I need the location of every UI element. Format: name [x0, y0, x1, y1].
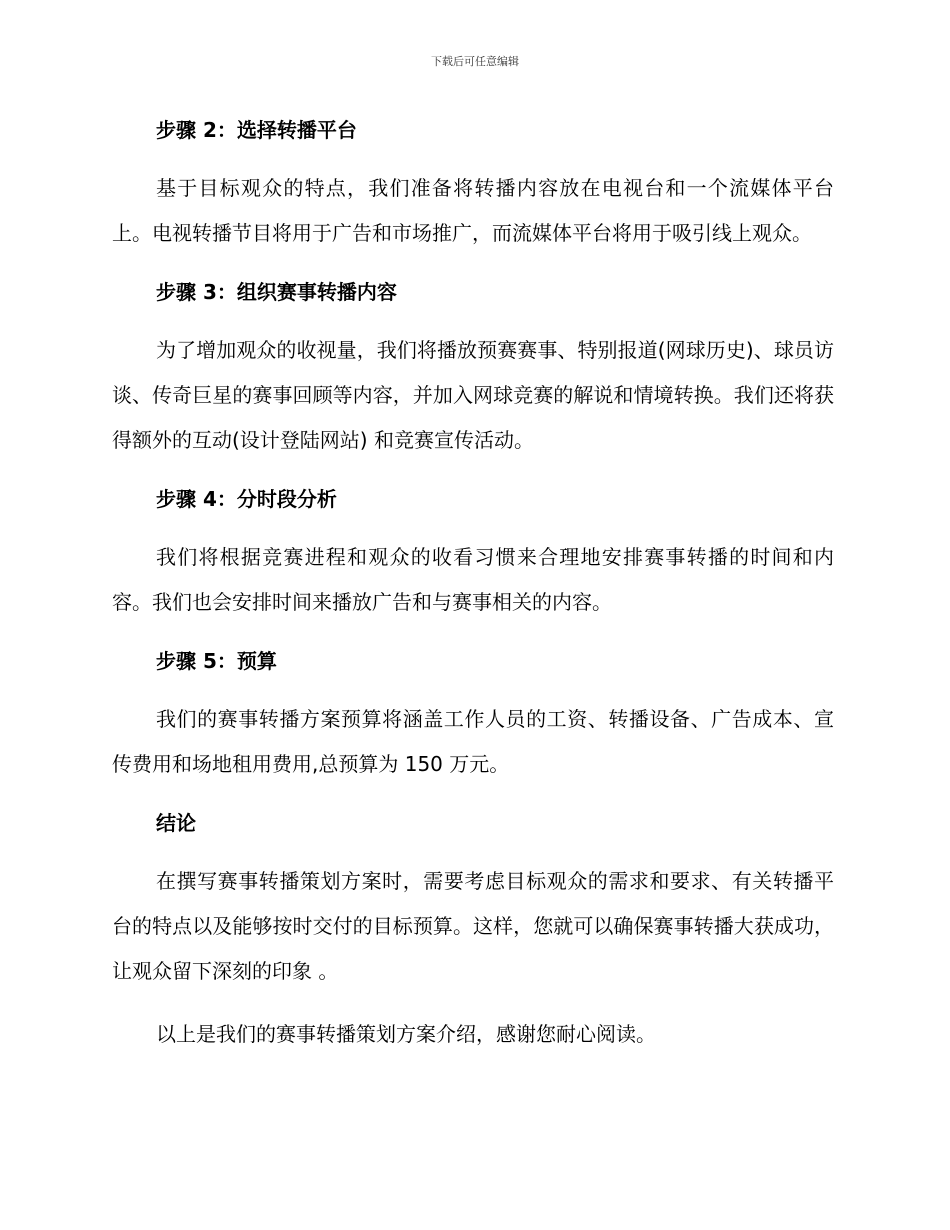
section-heading-step-3: 步骤 3：组织赛事转播内容 — [156, 280, 397, 304]
section-paragraph-step-3: 为了增加观众的收视量，我们将播放预赛赛事、特别报道(网球历史)、球员访谈、传奇巨星的赛事回顾等内容，并加入网球竞赛的解说和情境转换。我们还将获得额外的互动(设计登陆网站) 和竞赛宣传活动。 — [112, 338, 834, 452]
section-paragraph-step-5: 我们的赛事转播方案预算将涵盖工作人员的工资、转播设备、广告成本、宣传费用和场地租用费用,总预算为 150 万元。 — [112, 707, 834, 776]
page-header: 下载后可任意编辑 — [431, 55, 519, 68]
section-heading-step-5: 步骤 5：预算 — [156, 649, 277, 673]
section-paragraph-step-4: 我们将根据竞赛进程和观众的收看习惯来合理地安排赛事转播的时间和内容。我们也会安排时间来播放广告和与赛事相关的内容。 — [112, 545, 834, 614]
section-heading-conclusion: 结论 — [156, 811, 196, 835]
section-heading-step-4: 步骤 4：分时段分析 — [156, 487, 337, 511]
section-heading-step-2: 步骤 2：选择转播平台 — [156, 118, 357, 142]
section-paragraph-step-2: 基于目标观众的特点，我们准备将转播内容放在电视台和一个流媒体平台上。电视转播节目将用于广告和市场推广，而流媒体平台将用于吸引线上观众。 — [112, 176, 834, 245]
section-paragraph-conclusion: 在撰写赛事转播策划方案时，需要考虑目标观众的需求和要求、有关转播平台的特点以及能够按时交付的目标预算。这样，您就可以确保赛事转播大获成功，让观众留下深刻的印象 。 — [112, 869, 834, 983]
document-body — [112, 112, 834, 1057]
closing-paragraph: 以上是我们的赛事转播策划方案介绍，感谢您耐心阅读。 — [156, 1022, 656, 1046]
